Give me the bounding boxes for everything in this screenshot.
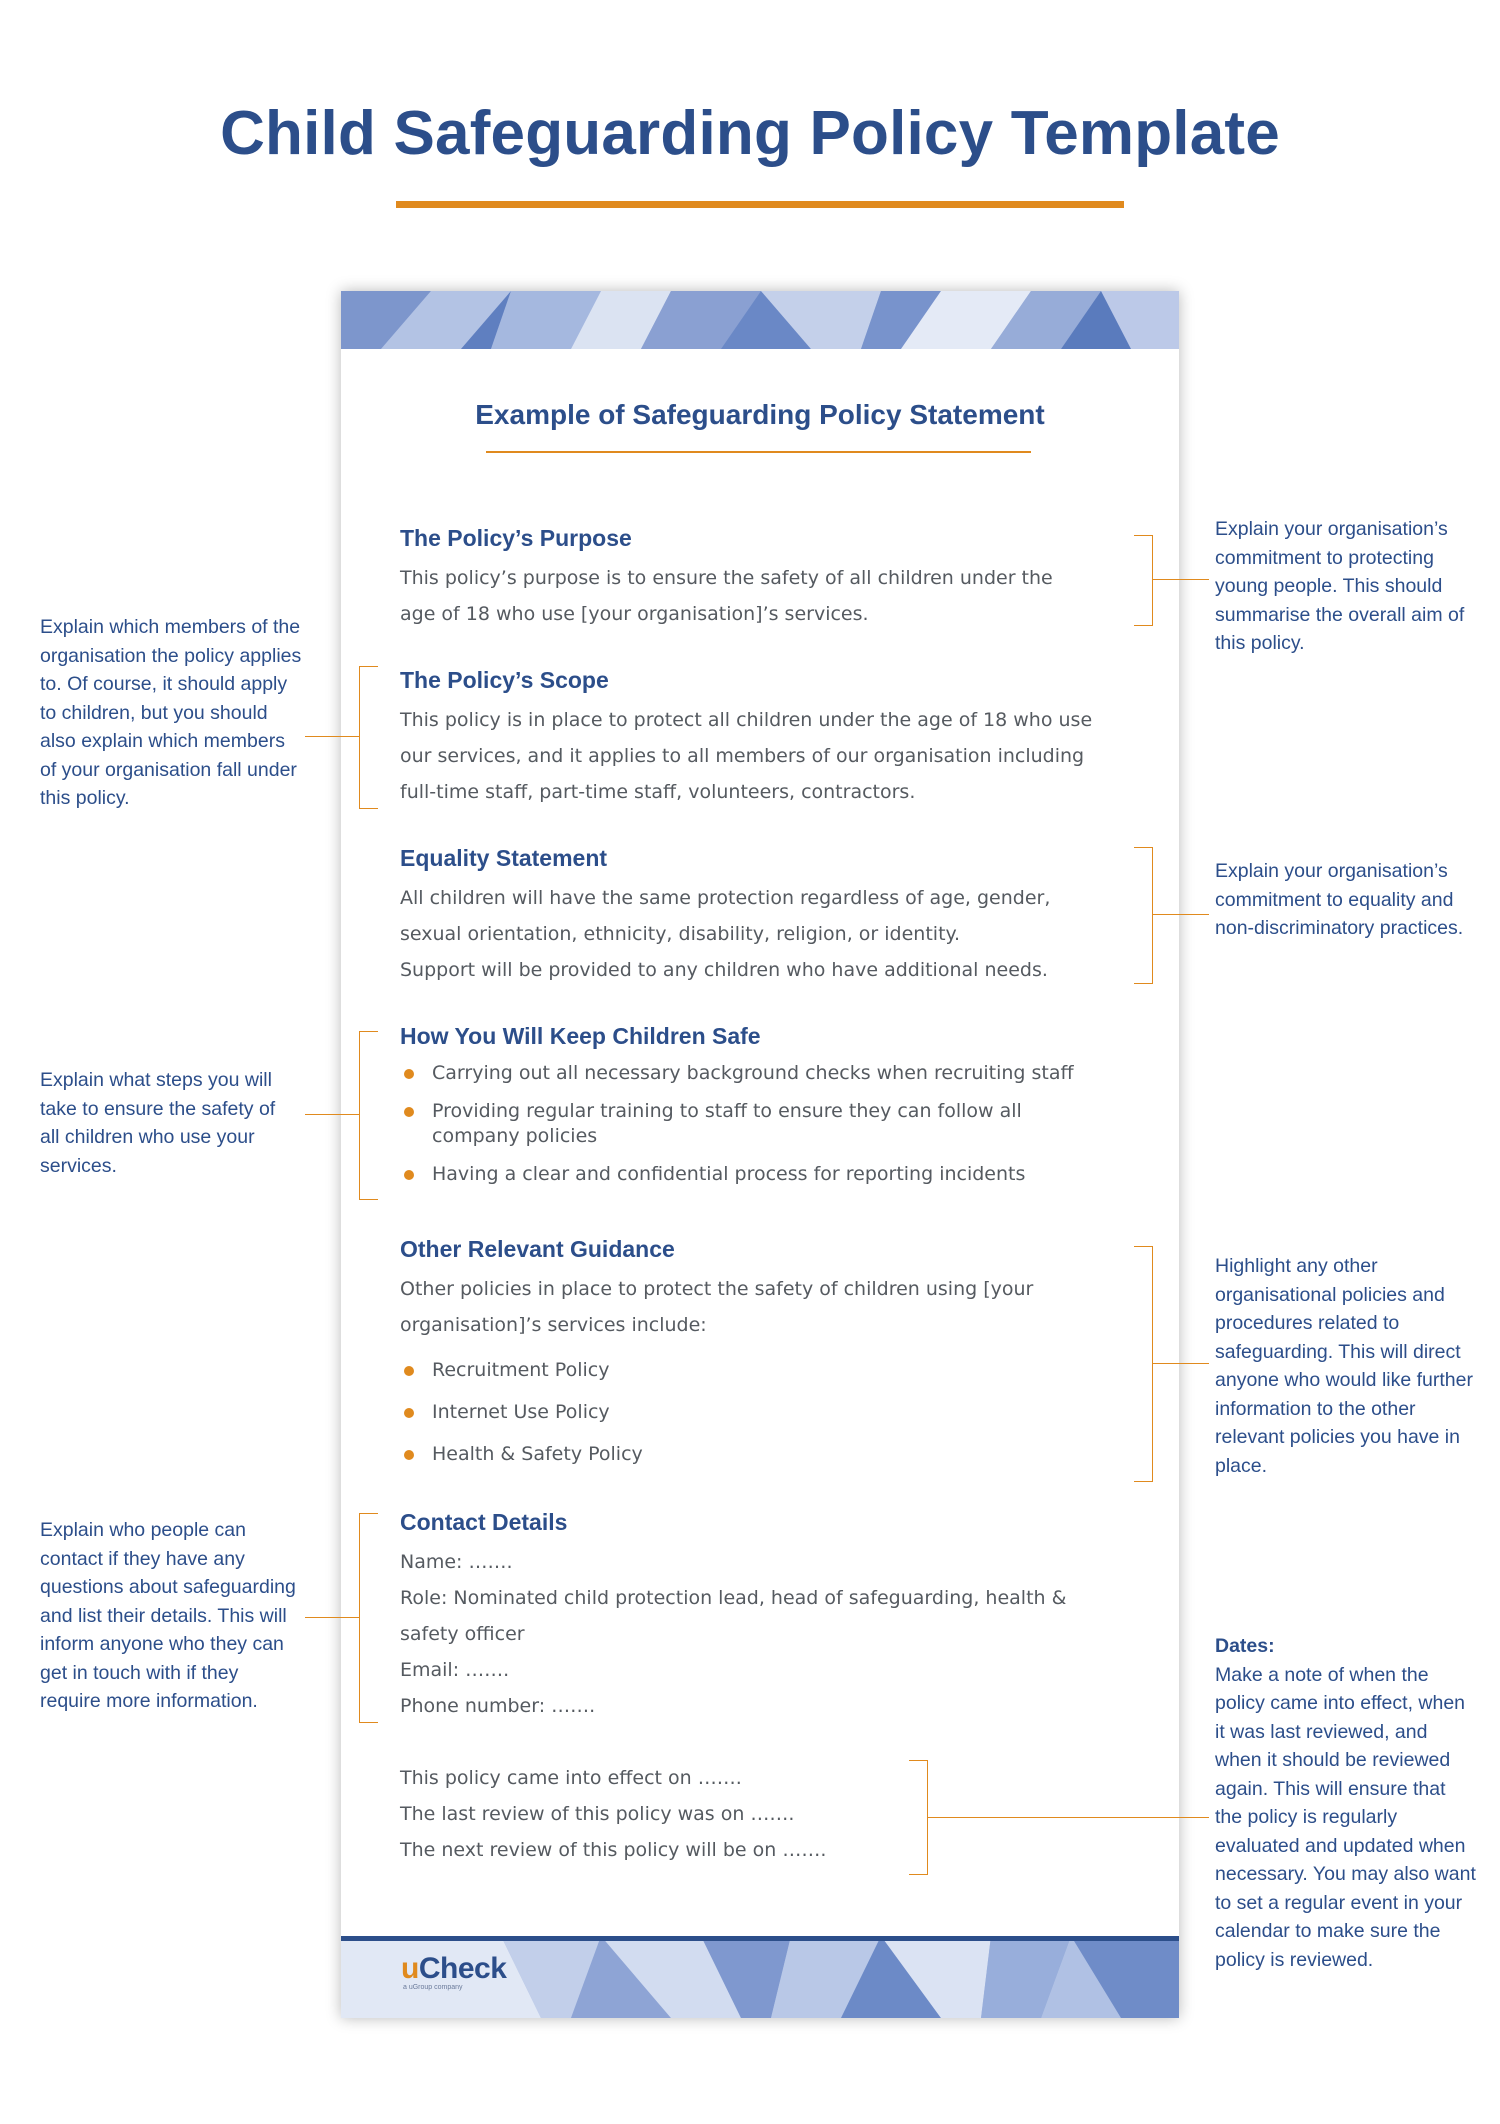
- list-item: Internet Use Policy: [400, 1400, 1162, 1425]
- annotation-scope: Explain which members of the organisation the policy applies to. Of course, it should apply to children, but you should also explain which members of your organisation fall under this policy.: [40, 616, 302, 809]
- list-item: Providing regular training to staff to ensure they can follow all company policies: [400, 1099, 1092, 1149]
- section-text-guidance: [400, 1271, 1130, 1343]
- text-line: The last review of this policy was on …….: [400, 1803, 795, 1825]
- annotation-purpose: Explain your organisation’s commitment to protecting young people. This should summarise the overall aim of this policy.: [1215, 518, 1465, 654]
- section-heading-equality: Equality Statement: [400, 845, 608, 871]
- footer-top-rule: [341, 1936, 1179, 1941]
- policy-document: [341, 291, 1179, 2018]
- connector-scope: [305, 736, 359, 737]
- section-heading-keep-safe: How You Will Keep Children Safe: [400, 1023, 761, 1049]
- text-line: our services, and it applies to all members of our organisation including: [400, 745, 1085, 767]
- annotation-dates-text: Make a note of when the policy came into effect, when it was last reviewed, and when it should be reviewed again. This will ensure that the policy is regularly evaluated and updated when necessary. You may also want to set a regular event in your calendar to make sure the policy is reviewed.: [1215, 1663, 1476, 1971]
- section-text-purpose: [400, 560, 1130, 632]
- list-item: Carrying out all necessary background checks when recruiting staff: [400, 1061, 1162, 1086]
- bullet-dot-icon: [404, 1366, 414, 1376]
- section-text-dates: [400, 1760, 1130, 1868]
- section-heading-purpose: The Policy’s Purpose: [400, 525, 632, 551]
- annotation-equality: Explain your organisation’s commitment to equality and non-discriminatory practices.: [1215, 860, 1464, 939]
- section-heading-scope: The Policy’s Scope: [400, 667, 609, 693]
- ucheck-logo: uCheck a uGroup company: [401, 1952, 507, 1991]
- document-heading: Example of Safeguarding Policy Statement: [475, 399, 1045, 430]
- connector-dates: [928, 1817, 1209, 1818]
- bullet-dot-icon: [404, 1069, 414, 1079]
- bracket-dates: [909, 1760, 928, 1875]
- text-line: This policy’s purpose is to ensure the safety of all children under the: [400, 567, 1053, 589]
- bracket-equality: [1134, 847, 1153, 984]
- bullet-dot-icon: [404, 1170, 414, 1180]
- text-line: safety officer: [400, 1623, 525, 1645]
- text-line: Phone number: …….: [400, 1695, 596, 1717]
- connector-guidance: [1153, 1363, 1209, 1364]
- text-line: The next review of this policy will be on …….: [400, 1839, 827, 1861]
- list-item: Recruitment Policy: [400, 1358, 1162, 1383]
- text-line: Email: …….: [400, 1659, 510, 1681]
- decorative-header-banner: [341, 291, 1179, 349]
- bracket-keep-safe: [359, 1031, 378, 1200]
- connector-purpose: [1153, 579, 1209, 580]
- page-title: Child Safeguarding Policy Template: [220, 99, 1280, 168]
- list-item: Having a clear and confidential process for reporting incidents: [400, 1162, 1162, 1187]
- bullet-dot-icon: [404, 1450, 414, 1460]
- section-heading-guidance: Other Relevant Guidance: [400, 1236, 675, 1262]
- bracket-scope: [359, 666, 378, 809]
- text-line: organisation]’s services include:: [400, 1314, 707, 1336]
- section-text-contact: [400, 1544, 1130, 1724]
- annotation-guidance: Highlight any other organisational policies and procedures related to safeguarding. This will direct anyone who would like further information to the other relevant policies you have in place.: [1215, 1255, 1473, 1477]
- bullet-dot-icon: [404, 1408, 414, 1418]
- annotation-dates-label: Dates:: [1215, 1635, 1275, 1657]
- annotation-dates: [1215, 1632, 1477, 1974]
- bullet-dot-icon: [404, 1107, 414, 1117]
- connector-contact: [305, 1617, 359, 1618]
- bracket-contact: [359, 1513, 378, 1723]
- text-line: Role: Nominated child protection lead, head of safeguarding, health &: [400, 1587, 1067, 1609]
- text-line: This policy is in place to protect all children under the age of 18 who use: [400, 709, 1093, 731]
- text-line: Other policies in place to protect the safety of children using [your: [400, 1278, 1034, 1300]
- section-text-equality: [400, 880, 1130, 988]
- text-line: age of 18 who use [your organisation]’s services.: [400, 603, 869, 625]
- section-text-scope: [400, 702, 1130, 810]
- text-line: Support will be provided to any children who have additional needs.: [400, 959, 1048, 981]
- text-line: full-time staff, part-time staff, volunteers, contractors.: [400, 781, 916, 803]
- annotation-keep-safe: Explain what steps you will take to ensure the safety of all children who use your services.: [40, 1069, 276, 1177]
- list-item: Health & Safety Policy: [400, 1442, 1162, 1467]
- document-footer: [341, 1936, 1179, 2018]
- text-line: This policy came into effect on …….: [400, 1767, 742, 1789]
- bracket-purpose: [1134, 535, 1153, 626]
- title-underline: [396, 201, 1124, 208]
- section-heading-contact: Contact Details: [400, 1509, 568, 1535]
- annotation-contact: Explain who people can contact if they have any questions about safeguarding and list their details. This will inform anyone who they can get in touch with if they require more information.: [40, 1519, 296, 1712]
- text-line: sexual orientation, ethnicity, disability, religion, or identity.: [400, 923, 961, 945]
- connector-keep-safe: [305, 1114, 359, 1115]
- text-line: Name: …….: [400, 1551, 513, 1573]
- document-heading-underline: [486, 451, 1031, 453]
- text-line: All children will have the same protection regardless of age, gender,: [400, 887, 1051, 909]
- connector-equality: [1153, 914, 1209, 915]
- bracket-guidance: [1134, 1246, 1153, 1482]
